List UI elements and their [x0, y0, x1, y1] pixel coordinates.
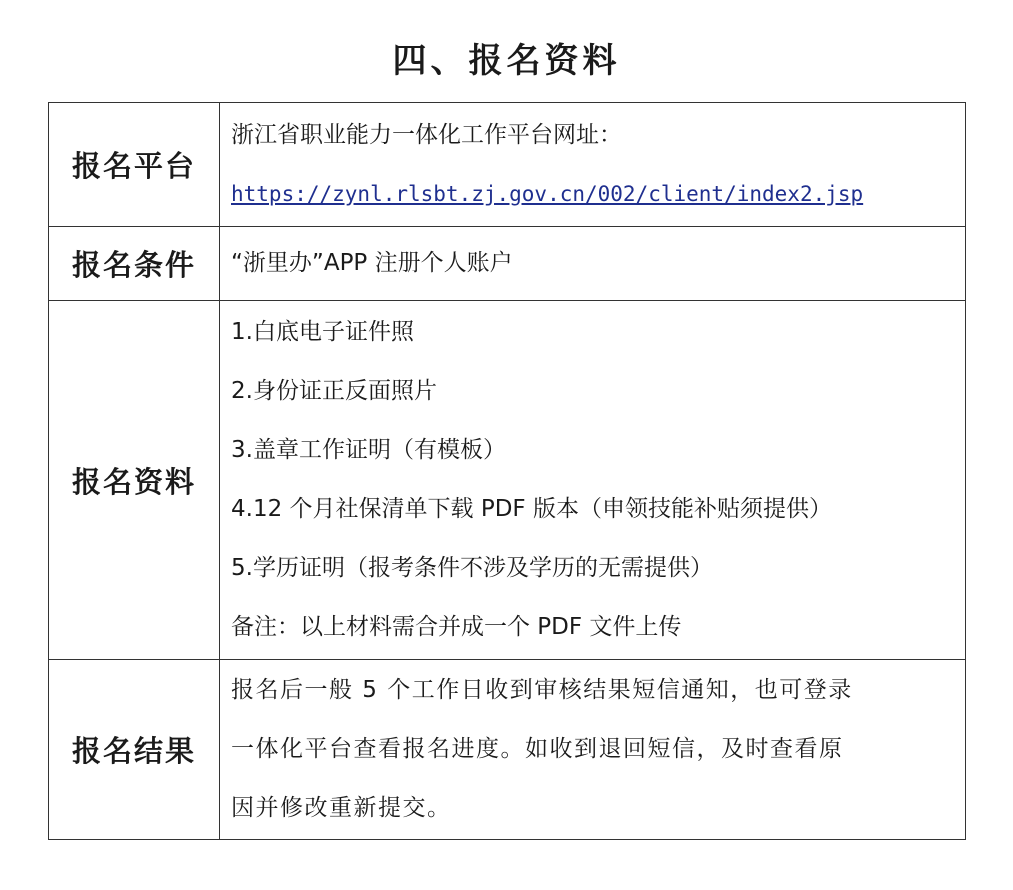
- material-item: 4.12 个月社保清单下载 PDF 版本（申领技能补贴须提供）: [231, 496, 832, 522]
- row-content-materials: [220, 301, 966, 660]
- material-item: 2.身份证正反面照片: [231, 378, 437, 404]
- row-content-platform: [220, 103, 966, 227]
- result-line: 一体化平台查看报名进度。如收到退回短信，及时查看原: [231, 736, 844, 762]
- row-label-platform: 报名平台: [49, 103, 220, 227]
- table-row-platform: [49, 103, 966, 227]
- table-row-result: [49, 660, 966, 840]
- conditions-text: “浙里办”APP 注册个人账户: [231, 250, 513, 276]
- registration-info-table: [48, 102, 966, 840]
- row-content-conditions: [220, 227, 966, 301]
- table-row-materials: [49, 301, 966, 660]
- material-item: 1.白底电子证件照: [231, 319, 414, 345]
- platform-url-link[interactable]: https://zynl.rlsbt.zj.gov.cn/002/client/index2.jsp: [231, 181, 864, 206]
- result-line: 报名后一般 5 个工作日收到审核结果短信通知，也可登录: [231, 677, 853, 703]
- material-note: 备注：以上材料需合并成一个 PDF 文件上传: [231, 614, 682, 640]
- result-line: 因并修改重新提交。: [231, 795, 452, 821]
- platform-description: 浙江省职业能力一体化工作平台网址：: [231, 121, 622, 148]
- material-item: 3.盖章工作证明（有模板）: [231, 437, 506, 463]
- row-label-result: 报名结果: [49, 660, 220, 840]
- row-content-result: [220, 660, 966, 840]
- page-title: 四、报名资料: [392, 41, 621, 81]
- row-label-conditions: 报名条件: [49, 227, 220, 301]
- material-item: 5.学历证明（报考条件不涉及学历的无需提供）: [231, 555, 713, 581]
- table-row-conditions: [49, 227, 966, 301]
- row-label-materials: 报名资料: [49, 301, 220, 660]
